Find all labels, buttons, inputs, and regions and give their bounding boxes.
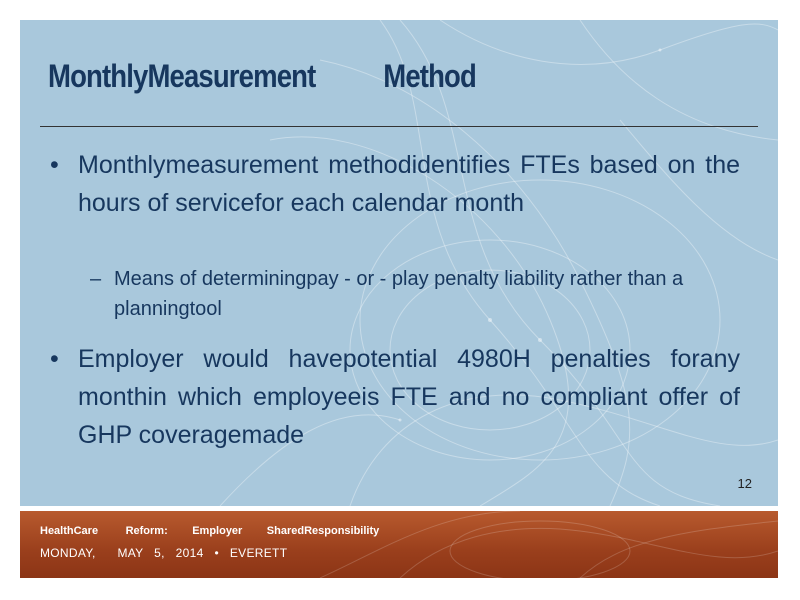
sub-bullet-text: Means of determiningpay - or - play penalty liability rather than a planningtool: [114, 268, 684, 320]
footer-swirl-decoration: [20, 511, 778, 578]
title-divider: [40, 126, 758, 127]
bullet-item: [40, 340, 740, 454]
sub-bullet-dash-icon: –: [90, 268, 102, 290]
bullet-dot-icon: •: [50, 151, 59, 179]
slide: [20, 20, 778, 578]
bullet-text: Monthlymeasurement methodidentifies FTEs based on the hours of servicefor each calendar month: [78, 151, 740, 217]
footer-date-location: MONDAY, MAY 5, 2014 • EVERETT: [40, 546, 288, 560]
bullet-item: [40, 146, 740, 222]
sub-bullet-item: [90, 264, 690, 324]
page-number: 12: [737, 476, 752, 491]
bullet-dot-icon: •: [50, 345, 59, 373]
footer-band: [20, 511, 778, 578]
slide-content-area: [20, 20, 778, 506]
slide-title: MonthlyMeasurement Method: [48, 58, 476, 94]
footer-title: HealthCare Reform: Employer SharedResponsibility: [40, 525, 380, 537]
bullet-text: Employer would havepotential 4980H penalties forany monthin which employeeis FTE and no compliant offer of GHP coveragemade: [78, 345, 740, 449]
